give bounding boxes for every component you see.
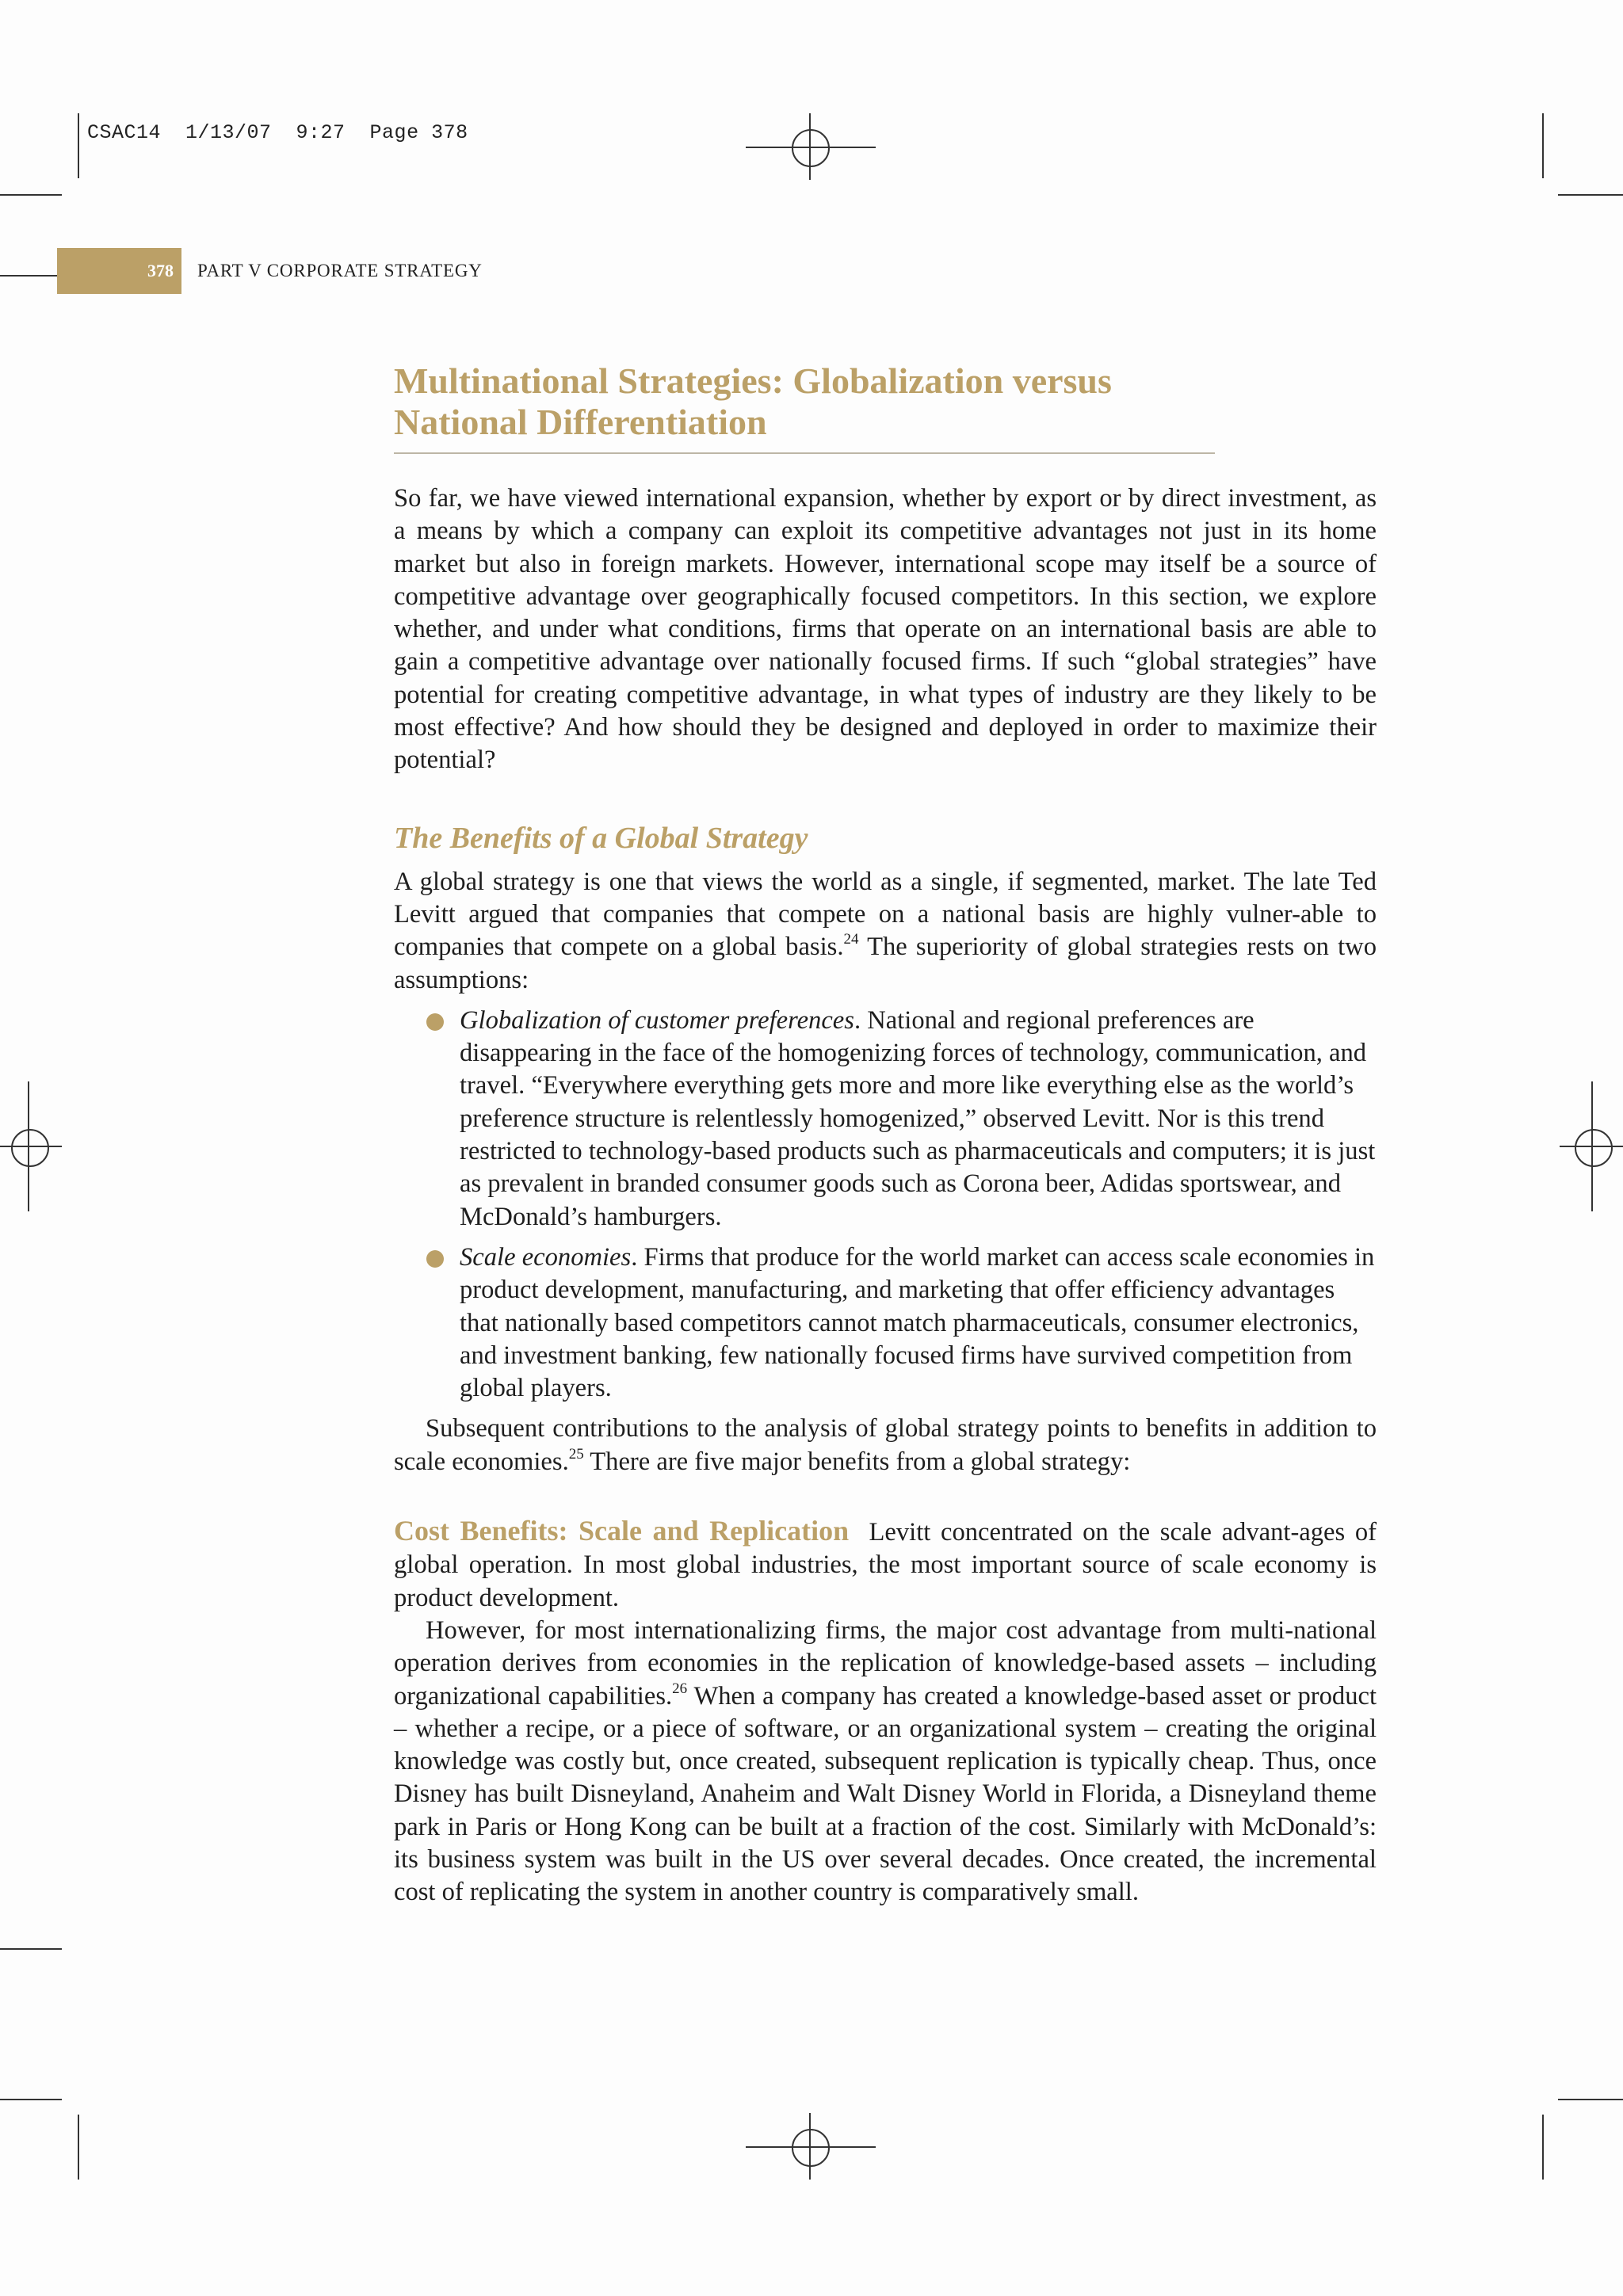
bullet-term: Globalization of customer preferences [460, 1005, 854, 1035]
registration-mark [11, 1129, 49, 1167]
global-strategy-paragraph [394, 866, 1377, 997]
crop-mark [0, 1948, 62, 1950]
crop-mark [1558, 194, 1623, 196]
subsection-title: The Benefits of a Global Strategy [394, 821, 808, 855]
crop-mark [0, 2099, 62, 2100]
paragraph-text: Subsequent contributions to the analysis of global strategy points to benefits in addition to scale economies. [394, 1414, 1377, 1476]
crop-mark [0, 194, 62, 196]
footnote-ref: 26 [672, 1680, 688, 1697]
registration-mark [1575, 1129, 1613, 1167]
paragraph-text: However, for most internationalizing firms, the major cost advantage from multi-national operation derives from economies in the replication of knowledge-based assets – including organizational capabilities. [394, 1615, 1377, 1711]
crop-mark [0, 275, 57, 277]
list-item [460, 1241, 1377, 1405]
paragraph-text: When a company has created a knowledge-based asset or product – whether a recipe, or a piece of software, or an organizational system – creating the original knowledge was costly but, once created, subsequent replication is typically cheap. Thus, once Disney has built Disneyland, Anaheim and Walt Disney World in Florida, a Disneyland theme park in Paris or Hong Kong can be built at a fraction of the cost. Similarly with McDonald’s: its business system was built in the US over several decades. Once created, the incremental cost of replicating the system in another country is comparatively small. [394, 1681, 1377, 1907]
bullet-icon [426, 1250, 444, 1268]
crop-mark [1542, 113, 1544, 178]
paragraph-text: Levitt concentrated on the scale advant-ages of global operation. In most global industries, the most important source of scale economy is product development. [394, 1518, 1377, 1612]
paragraph-text: A global strategy is one that views the world as a single, if segmented, market. The late Ted Levitt argued that companies that compete on a national basis are highly vulner-able to companies that compete on a global basis. [394, 867, 1377, 962]
replication-paragraph [394, 1615, 1377, 1909]
page-number: 378 [57, 248, 181, 294]
intro-paragraph: So far, we have viewed international expansion, whether by export or by direct investment, as a means by which a company can exploit its competitive advantages not just in its home market but also in foreign markets. However, international scope may itself be a source of competitive advantage over geographically focused competitors. In this section, we explore whether, and under what conditions, firms that operate on an international basis are able to gain a competitive advantage over nationally focused firms. If such “global strategies” have potential for creating competitive advantage, in what types of industry are they likely to be most effective? And how should they be designed and deployed in order to maximize their potential? [394, 484, 1377, 775]
assumptions-list [394, 1005, 1377, 1405]
footnote-ref: 24 [843, 931, 859, 948]
bullet-text: . Firms that produce for the world market can access scale economies in product development, manufacturing, and marketing that offer efficiency advantages that nationally based competitors cannot match pharmaceuticals, consumer electronics, and investment banking, few nationally focused firms have survived competition from global players. [460, 1242, 1375, 1403]
cost-benefits-paragraph [394, 1515, 1377, 1615]
bullet-text: . National and regional preferences are disappearing in the face of the homogenizing forces of technology, communication, and travel. “Everywhere everything gets more and more like everything else as the world’s preference structure is relentlessly homogenized,” observed Levitt. Nor is this trend restricted to technology-based products such as pharmaceuticals and computers; it is just as prevalent in branded consumer goods such as Corona beer, Adidas sportswear, and McDonald’s hamburgers. [460, 1005, 1376, 1231]
crop-mark [78, 113, 79, 178]
crop-mark [1542, 2115, 1544, 2180]
subsequent-paragraph [394, 1413, 1377, 1478]
paragraph-text: There are five major benefits from a global strategy: [583, 1447, 1131, 1476]
list-item [460, 1005, 1377, 1234]
footnote-ref: 25 [568, 1445, 584, 1463]
paragraph-text: The superiority of global strategies rests on two assumptions: [394, 933, 1377, 994]
registration-mark [792, 129, 830, 167]
crop-mark [78, 2115, 79, 2180]
bullet-term: Scale economies [460, 1242, 632, 1272]
running-head: PART V CORPORATE STRATEGY [197, 261, 483, 280]
crop-mark [1558, 2099, 1623, 2100]
page-body [394, 360, 1377, 1909]
bullet-icon [426, 1013, 444, 1031]
registration-mark [792, 2129, 830, 2167]
section-title: Multinational Strategies: Globalization versus National Differentiation [394, 360, 1215, 454]
print-slug: CSAC14 1/13/07 9:27 Page 378 [87, 121, 468, 144]
cost-benefits-heading: Cost Benefits: Scale and Replication [394, 1515, 850, 1547]
